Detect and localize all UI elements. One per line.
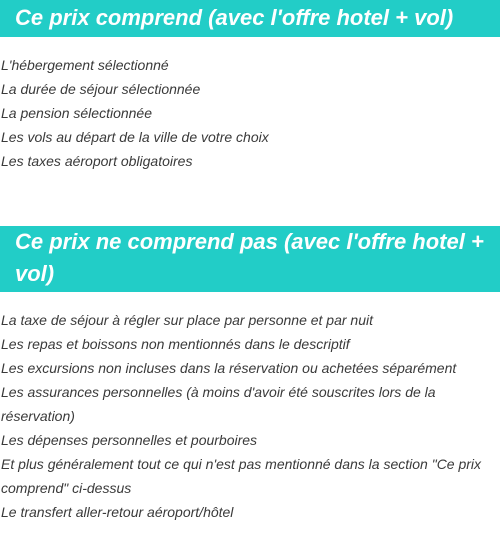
included-item: La pension sélectionnée — [1, 105, 153, 121]
excluded-item: Les excursions non incluses dans la réservation ou achetées séparément — [1, 360, 457, 376]
excluded-list — [1, 308, 495, 524]
excluded-item: Les repas et boissons non mentionnés dans le descriptif — [1, 336, 350, 352]
excluded-item: Le transfert aller-retour aéroport/hôtel — [1, 504, 234, 520]
excluded-section-title: Ce prix ne comprend pas (avec l'offre hotel + vol) — [0, 226, 500, 292]
included-section-title: Ce prix comprend (avec l'offre hotel + vol) — [0, 0, 500, 37]
excluded-item: Et plus généralement tout ce qui n'est pas mentionné dans la section "Ce prix comprend" ci-dessus — [1, 456, 482, 496]
included-item: Les taxes aéroport obligatoires — [1, 153, 193, 169]
included-item: L'hébergement sélectionné — [1, 57, 169, 73]
included-list — [1, 53, 495, 173]
excluded-item: La taxe de séjour à régler sur place par personne et par nuit — [1, 312, 374, 328]
included-item: Les vols au départ de la ville de votre choix — [1, 129, 269, 145]
included-item: La durée de séjour sélectionnée — [1, 81, 201, 97]
excluded-item: Les assurances personnelles (à moins d'avoir été souscrites lors de la réservation) — [1, 384, 436, 424]
excluded-item: Les dépenses personnelles et pourboires — [1, 432, 258, 448]
